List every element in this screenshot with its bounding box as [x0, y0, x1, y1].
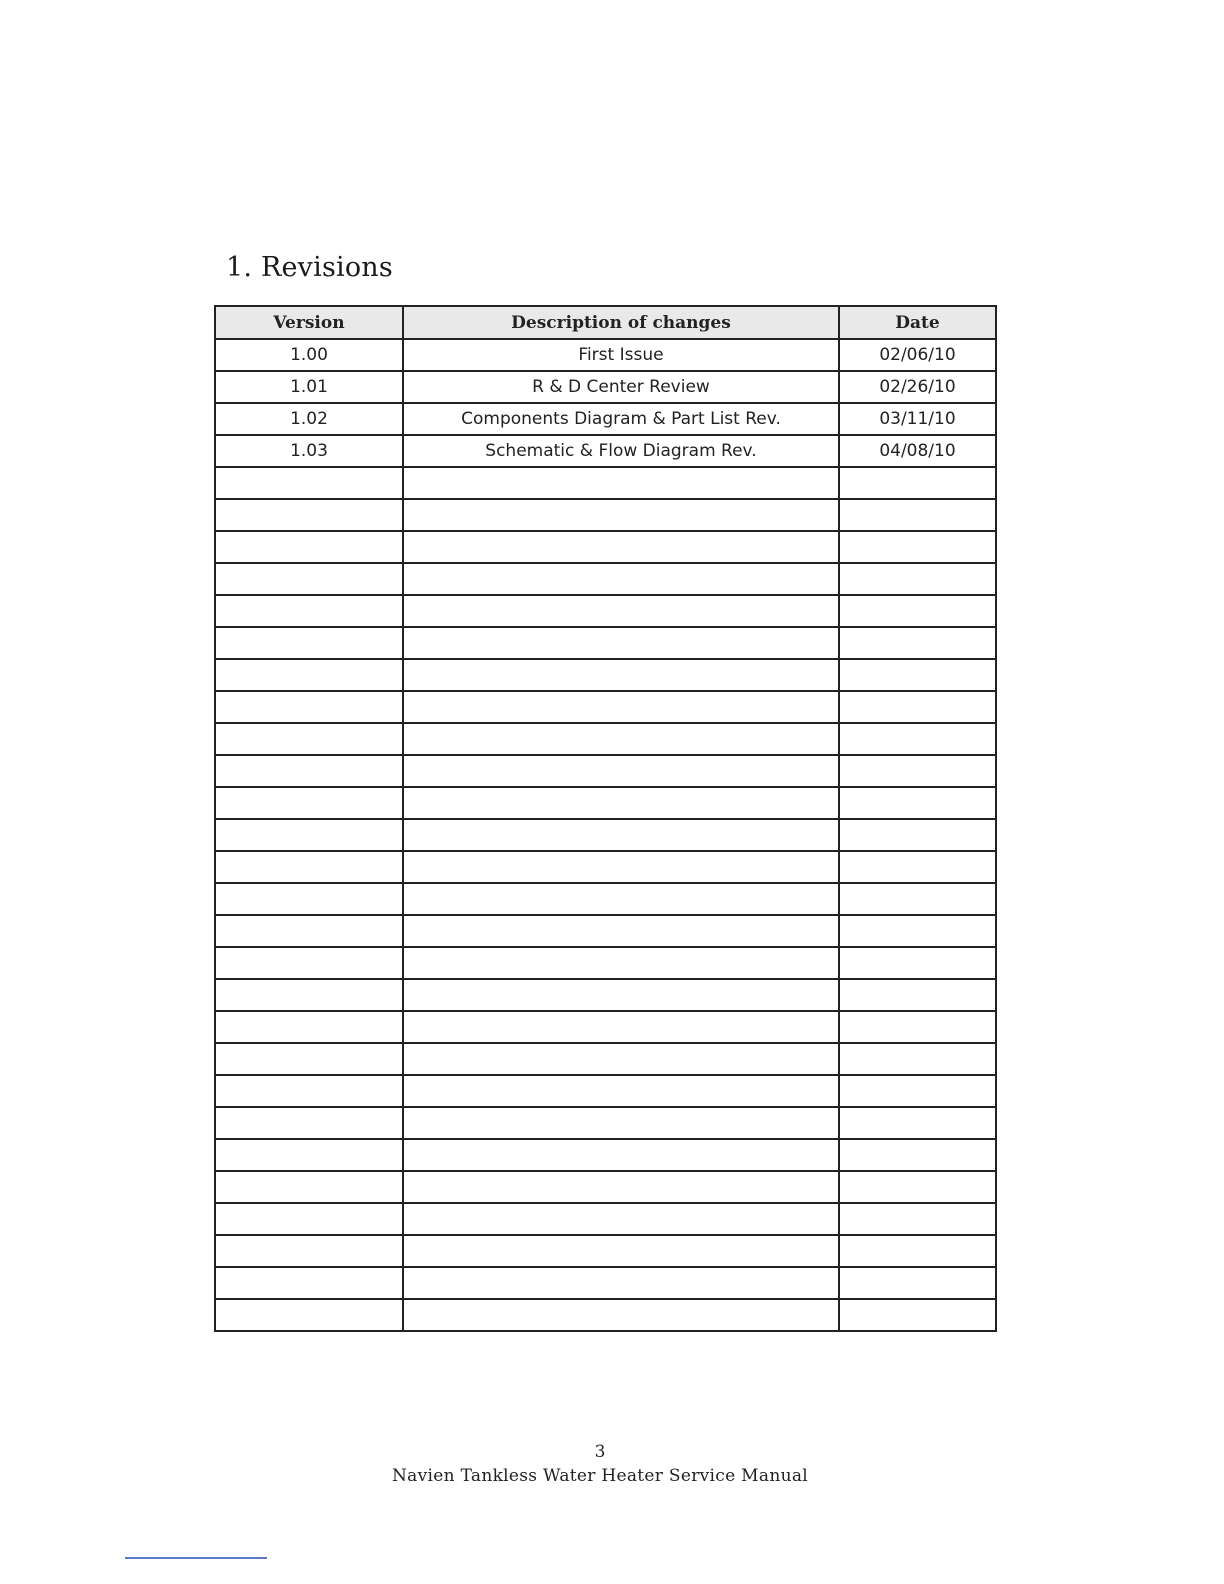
table-row-empty [215, 563, 996, 595]
description-cell [403, 691, 839, 723]
description-cell [403, 1107, 839, 1139]
table-row [215, 371, 996, 403]
table-row-empty [215, 947, 996, 979]
date-cell [839, 1299, 996, 1331]
table-row-empty [215, 1075, 996, 1107]
date-cell [839, 851, 996, 883]
table-row-empty [215, 883, 996, 915]
version-cell [215, 787, 403, 819]
description-cell [403, 947, 839, 979]
date-cell [839, 1139, 996, 1171]
column-header-version: Version [215, 306, 403, 339]
version-cell [215, 531, 403, 563]
column-header-date: Date [839, 306, 996, 339]
manual-title: Navien Tankless Water Heater Service Manual [392, 1466, 808, 1486]
description-cell: First Issue [403, 339, 839, 371]
table-row-empty [215, 1011, 996, 1043]
table-row-empty [215, 1235, 996, 1267]
date-cell [839, 467, 996, 499]
description-cell [403, 915, 839, 947]
table-row-empty [215, 1267, 996, 1299]
version-cell: 1.02 [215, 403, 403, 435]
date-cell [839, 915, 996, 947]
version-cell [215, 915, 403, 947]
version-cell: 1.03 [215, 435, 403, 467]
date-cell [839, 595, 996, 627]
version-cell [215, 1075, 403, 1107]
description-cell [403, 659, 839, 691]
version-cell [215, 1299, 403, 1331]
version-cell [215, 1203, 403, 1235]
table-row-empty [215, 1043, 996, 1075]
description-cell [403, 1267, 839, 1299]
date-cell: 02/06/10 [839, 339, 996, 371]
description-cell [403, 1011, 839, 1043]
version-cell [215, 1011, 403, 1043]
description-cell [403, 979, 839, 1011]
table-row-empty [215, 1139, 996, 1171]
date-cell [839, 1043, 996, 1075]
description-cell [403, 1299, 839, 1331]
date-cell [839, 563, 996, 595]
table-row-empty [215, 1107, 996, 1139]
table-row [215, 403, 996, 435]
date-cell: 03/11/10 [839, 403, 996, 435]
page-number: 3 [594, 1442, 606, 1462]
date-cell [839, 819, 996, 851]
table-row-empty [215, 499, 996, 531]
table-row [215, 339, 996, 371]
revisions-table-body [215, 339, 996, 1331]
version-cell [215, 883, 403, 915]
date-cell [839, 787, 996, 819]
description-cell [403, 1075, 839, 1107]
version-cell [215, 1043, 403, 1075]
description-cell [403, 467, 839, 499]
section-title: 1. Revisions [226, 252, 393, 283]
table-header-row [215, 306, 996, 339]
column-header-description: Description of changes [403, 306, 839, 339]
description-cell [403, 1139, 839, 1171]
bottom-rule [125, 1557, 267, 1559]
version-cell [215, 1235, 403, 1267]
version-cell [215, 851, 403, 883]
date-cell: 02/26/10 [839, 371, 996, 403]
version-cell [215, 819, 403, 851]
table-row-empty [215, 723, 996, 755]
description-cell [403, 723, 839, 755]
table-row-empty [215, 851, 996, 883]
version-cell [215, 1267, 403, 1299]
description-cell [403, 1203, 839, 1235]
table-row-empty [215, 691, 996, 723]
date-cell [839, 1171, 996, 1203]
description-cell: R & D Center Review [403, 371, 839, 403]
version-cell [215, 595, 403, 627]
version-cell [215, 723, 403, 755]
version-cell [215, 979, 403, 1011]
version-cell: 1.00 [215, 339, 403, 371]
description-cell [403, 595, 839, 627]
description-cell: Components Diagram & Part List Rev. [403, 403, 839, 435]
version-cell [215, 1171, 403, 1203]
date-cell [839, 947, 996, 979]
description-cell [403, 787, 839, 819]
version-cell [215, 627, 403, 659]
date-cell [839, 1267, 996, 1299]
description-cell [403, 1235, 839, 1267]
date-cell [839, 979, 996, 1011]
table-row-empty [215, 915, 996, 947]
version-cell [215, 947, 403, 979]
date-cell [839, 1107, 996, 1139]
date-cell [839, 1203, 996, 1235]
description-cell [403, 627, 839, 659]
revisions-table [214, 305, 997, 1332]
description-cell: Schematic & Flow Diagram Rev. [403, 435, 839, 467]
description-cell [403, 499, 839, 531]
date-cell [839, 1011, 996, 1043]
version-cell [215, 691, 403, 723]
date-cell [839, 723, 996, 755]
description-cell [403, 563, 839, 595]
table-row-empty [215, 979, 996, 1011]
date-cell [839, 1235, 996, 1267]
table-row [215, 435, 996, 467]
date-cell [839, 531, 996, 563]
description-cell [403, 1043, 839, 1075]
date-cell [839, 659, 996, 691]
version-cell [215, 755, 403, 787]
table-row-empty [215, 819, 996, 851]
version-cell [215, 467, 403, 499]
description-cell [403, 851, 839, 883]
description-cell [403, 819, 839, 851]
table-row-empty [215, 467, 996, 499]
table-row-empty [215, 755, 996, 787]
date-cell [839, 883, 996, 915]
table-row-empty [215, 531, 996, 563]
description-cell [403, 883, 839, 915]
table-row-empty [215, 1203, 996, 1235]
version-cell [215, 499, 403, 531]
table-row-empty [215, 1171, 996, 1203]
description-cell [403, 755, 839, 787]
date-cell [839, 499, 996, 531]
version-cell [215, 1139, 403, 1171]
table-row-empty [215, 659, 996, 691]
version-cell [215, 1107, 403, 1139]
date-cell [839, 627, 996, 659]
version-cell [215, 659, 403, 691]
version-cell: 1.01 [215, 371, 403, 403]
version-cell [215, 563, 403, 595]
table-row-empty [215, 595, 996, 627]
table-row-empty [215, 787, 996, 819]
description-cell [403, 531, 839, 563]
date-cell: 04/08/10 [839, 435, 996, 467]
description-cell [403, 1171, 839, 1203]
table-row-empty [215, 1299, 996, 1331]
date-cell [839, 1075, 996, 1107]
table-row-empty [215, 627, 996, 659]
date-cell [839, 755, 996, 787]
date-cell [839, 691, 996, 723]
